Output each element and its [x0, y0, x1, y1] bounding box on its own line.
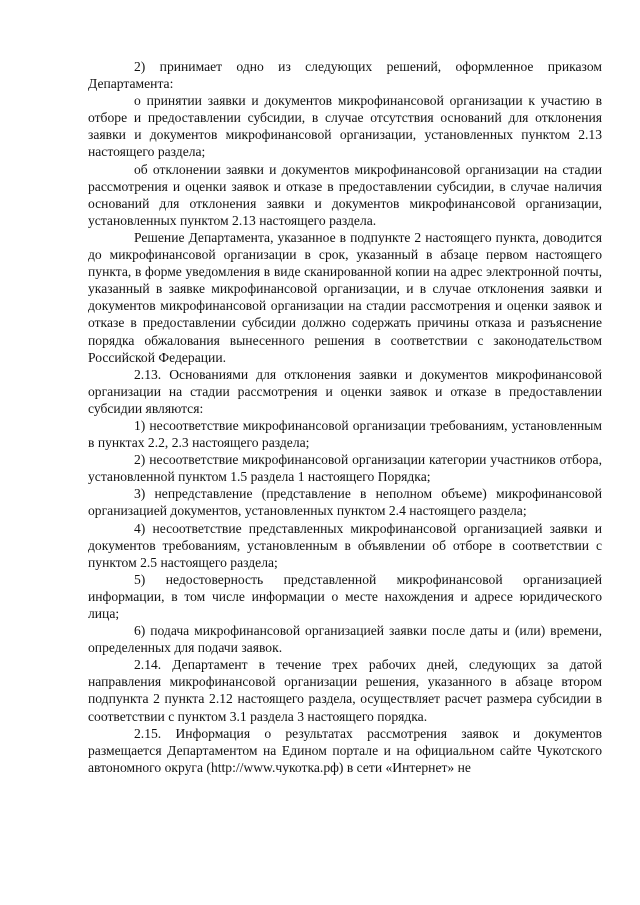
paragraph-decision-options: 2) принимает одно из следующих решений, оформленное приказом Департамента:	[88, 59, 602, 92]
paragraph-2-14: 2.14. Департамент в течение трех рабочих дней, следующих за датой направления микрофинансовой организации решения, указанного в абзаце втором подпункта 2 пункта 2.12 настоящего раздела, осуществляет расчет размера субсидии в соответствии с пунктом 3.1 раздела 3 настоящего порядка.	[88, 657, 602, 724]
paragraph-2-13-grounds: 2.13. Основаниями для отклонения заявки и документов микрофинансовой организации на стадии рассмотрения и оценки заявок и отказе в предоставлении субсидии являются:	[88, 366, 602, 416]
list-item-ground-2: 2) несоответствие микрофинансовой организации категории участников отбора, установленной пунктом 1.5 раздела 1 настоящего Порядка;	[88, 452, 602, 485]
list-item-ground-3: 3) непредставление (представление в неполном объеме) микрофинансовой организацией документов, установленных пунктом 2.4 настоящего раздела;	[88, 486, 602, 519]
list-item-ground-6: 6) подача микрофинансовой организацией заявки после даты и (или) времени, определенных для подачи заявок.	[88, 623, 602, 656]
paragraph-notification: Решение Департамента, указанное в подпункте 2 настоящего пункта, доводится до микрофинансовой организации в срок, указанный в абзаце первом настоящего пункта, в форме уведомления в виде сканированной копии на адрес электронной почты, указанный в заявке микрофинансовой организации, и в случае отклонения заявки и документов микрофинансовой организации на стадии рассмотрения и оценки заявок и отказе в предоставлении субсидии должно содержать причины отказа и разъяснение порядка обжалования вынесенного решения в соответствии с законодательством Российской Федерации.	[88, 229, 602, 365]
list-item-ground-1: 1) несоответствие микрофинансовой организации требованиям, установленным в пунктах 2.2, 2.3 настоящего раздела;	[88, 417, 602, 451]
paragraph-rejection: об отклонении заявки и документов микрофинансовой организации на стадии рассмотрения и оценки заявок и отказе в предоставлении субсидии, в случае наличия оснований для отклонения заявки и документов микрофинансовой организации, установленных пунктом 2.13 настоящего раздела.	[88, 161, 602, 228]
paragraph-2-15: 2.15. Информация о результатах рассмотрения заявок и документов размещается Департаментом на Едином портале и на официальном сайте Чукотского автономного округа (http://www.чукотка.рф) в сети «Интернет» не	[88, 725, 602, 775]
list-item-ground-4: 4) несоответствие представленных микрофинансовой организацией заявки и документов требованиям, установленным в объявлении об отборе в соответствии с пунктом 2.5 настоящего раздела;	[88, 520, 602, 570]
list-item-ground-5: 5) недостоверность представленной микрофинансовой организацией информации, в том числе информации о месте нахождения и адресе юридического лица;	[88, 571, 602, 621]
paragraph-acceptance: о принятии заявки и документов микрофинансовой организации к участию в отборе и предоставлении субсидии, в случае отсутствия оснований для отклонения заявки и документов микрофинансовой организации, установленных пунктом 2.13 настоящего раздела;	[88, 93, 602, 160]
document-page	[88, 58, 602, 776]
